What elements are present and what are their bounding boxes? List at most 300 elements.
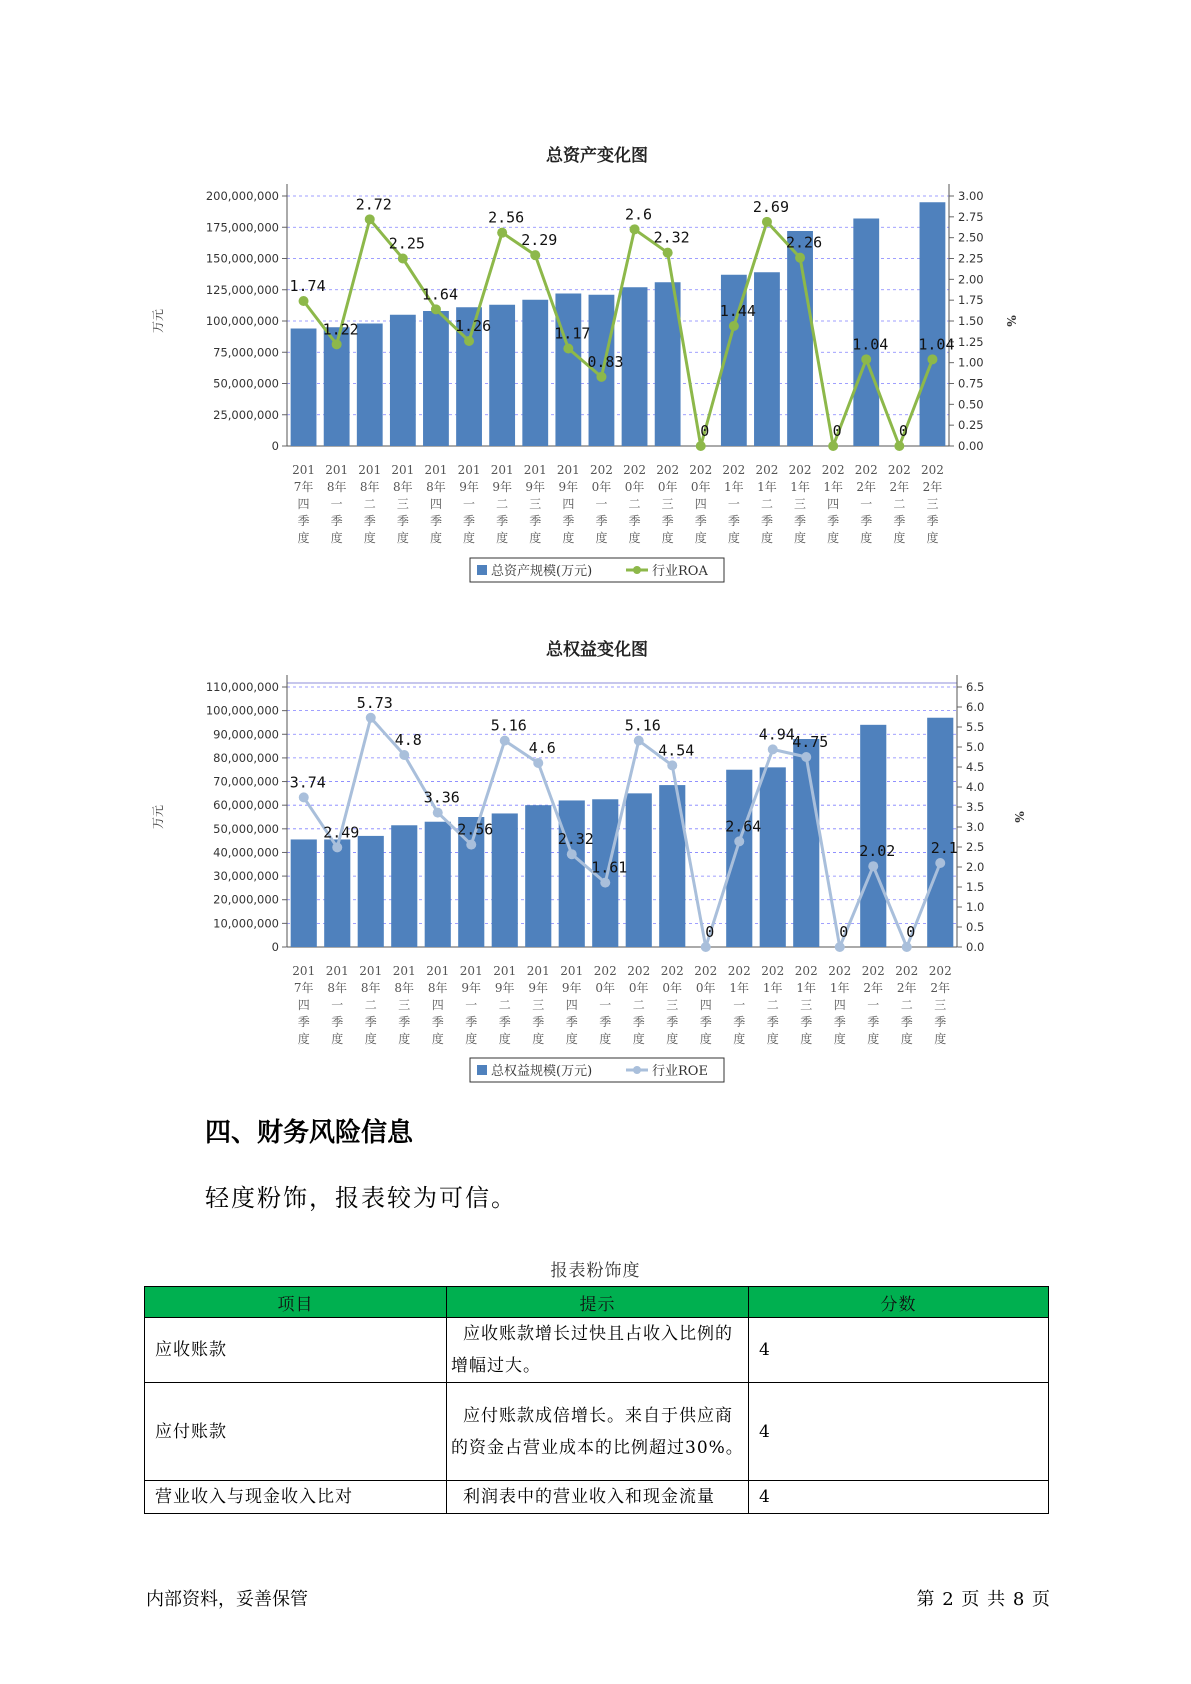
line-point bbox=[299, 792, 309, 802]
x-tick-label: 9年 bbox=[492, 480, 512, 494]
y-tick-label: 0 bbox=[271, 940, 279, 954]
x-tick-label: 度 bbox=[900, 1032, 913, 1046]
data-label: 1.74 bbox=[289, 277, 326, 295]
line-point bbox=[596, 372, 606, 382]
legend-line-marker bbox=[633, 1066, 641, 1074]
line-point bbox=[894, 441, 904, 451]
total-assets-chart-svg bbox=[0, 125, 1191, 595]
x-tick-label: 三 bbox=[532, 998, 545, 1012]
line-point bbox=[734, 836, 744, 846]
y2-tick-label: 3.00 bbox=[958, 189, 984, 203]
x-tick-label: 0年 bbox=[628, 981, 649, 995]
x-tick-label: 三 bbox=[800, 998, 813, 1012]
data-label: 1.04 bbox=[918, 335, 955, 354]
x-tick-label: 202 bbox=[623, 463, 647, 477]
x-tick-label: 季 bbox=[396, 514, 409, 528]
y2-tick-label: 1.25 bbox=[958, 334, 984, 349]
x-tick-label: 度 bbox=[827, 531, 840, 545]
x-tick-label: 季 bbox=[595, 514, 608, 528]
bar bbox=[391, 825, 417, 947]
y2-tick-label: 5.5 bbox=[966, 720, 985, 734]
x-tick-label: 度 bbox=[396, 531, 409, 545]
x-tick-label: 二 bbox=[766, 998, 779, 1012]
x-tick-label: 季 bbox=[599, 1015, 612, 1029]
x-tick-label: 季 bbox=[760, 514, 773, 528]
line-point bbox=[398, 254, 408, 264]
x-tick-label: 度 bbox=[699, 1032, 712, 1046]
x-tick-label: 201 bbox=[457, 463, 481, 477]
x-tick-label: 季 bbox=[926, 514, 939, 528]
x-tick-label: 度 bbox=[562, 531, 575, 545]
bar bbox=[853, 219, 879, 447]
x-tick-label: 1年 bbox=[762, 981, 783, 995]
bar bbox=[626, 793, 652, 947]
data-label: 1.44 bbox=[719, 302, 756, 320]
x-tick-label: 8年 bbox=[327, 981, 348, 995]
x-tick-label: 202 bbox=[788, 463, 812, 477]
x-tick-label: 度 bbox=[727, 531, 740, 545]
table-caption: 报表粉饰度 bbox=[550, 1261, 641, 1281]
x-tick-label: 季 bbox=[429, 514, 442, 528]
x-tick-label: 1年 bbox=[729, 981, 750, 995]
x-tick-label: 季 bbox=[632, 1015, 645, 1029]
line-point bbox=[332, 842, 342, 852]
line-point bbox=[563, 344, 573, 354]
x-tick-label: 202 bbox=[755, 463, 779, 477]
x-tick-label: 度 bbox=[565, 1032, 578, 1046]
x-tick-label: 季 bbox=[331, 1015, 344, 1029]
data-label: 4.75 bbox=[792, 733, 829, 751]
x-tick-label: 7年 bbox=[293, 981, 314, 995]
y-tick-label: 110,000,000 bbox=[205, 680, 279, 694]
x-tick-label: 季 bbox=[661, 514, 674, 528]
x-tick-label: 度 bbox=[926, 531, 939, 545]
line-point bbox=[868, 861, 878, 871]
x-tick-label: 1年 bbox=[757, 480, 777, 494]
line-point bbox=[861, 354, 871, 364]
x-tick-label: 二 bbox=[632, 998, 645, 1012]
row-score: 4 bbox=[749, 1318, 1049, 1383]
x-tick-label: 9年 bbox=[561, 981, 582, 995]
x-tick-label: 度 bbox=[465, 1032, 478, 1046]
x-tick-label: 2年 bbox=[856, 480, 877, 494]
y2-tick-label: 2.5 bbox=[966, 840, 985, 854]
x-tick-label: 一 bbox=[331, 998, 344, 1012]
data-label: 0 bbox=[705, 923, 715, 941]
data-label: 2.1 bbox=[930, 839, 958, 857]
x-tick-label: 9年 bbox=[528, 981, 549, 995]
x-tick-label: 度 bbox=[800, 1032, 813, 1046]
x-tick-label: 9年 bbox=[525, 480, 546, 494]
line-point bbox=[433, 808, 443, 818]
bar bbox=[358, 836, 384, 947]
data-label: 2.6 bbox=[625, 205, 653, 224]
data-label: 2.25 bbox=[388, 234, 425, 253]
x-tick-label: 三 bbox=[934, 998, 947, 1012]
data-label: 2.64 bbox=[725, 817, 762, 836]
total-equity-chart bbox=[0, 625, 1191, 1095]
y2-tick-label: 6.0 bbox=[966, 700, 985, 714]
y2-tick-label: 2.00 bbox=[958, 272, 984, 287]
x-tick-label: 201 bbox=[424, 463, 448, 477]
row-hint: 应收账款增长过快且占收入比例的增幅过大。 bbox=[447, 1318, 749, 1383]
line-point bbox=[762, 217, 772, 227]
x-tick-label: 0年 bbox=[591, 480, 612, 494]
y-tick-label: 125,000,000 bbox=[205, 282, 279, 297]
x-tick-label: 四 bbox=[429, 497, 442, 511]
y2-tick-label: 0.00 bbox=[958, 439, 984, 453]
x-tick-label: 202 bbox=[722, 463, 746, 477]
line-point bbox=[600, 878, 610, 888]
x-tick-label: 一 bbox=[465, 998, 478, 1012]
x-tick-label: 201 bbox=[556, 463, 580, 477]
line-point bbox=[768, 744, 778, 754]
x-tick-label: 季 bbox=[431, 1015, 444, 1029]
line-point bbox=[630, 224, 640, 234]
x-tick-label: 度 bbox=[934, 1032, 947, 1046]
bar bbox=[390, 315, 416, 446]
section-summary: 轻度粉饰，报表较为可信。 bbox=[205, 1184, 517, 1212]
x-tick-label: 8年 bbox=[427, 981, 448, 995]
row-score: 4 bbox=[749, 1481, 1049, 1514]
row-item: 营业收入与现金收入比对 bbox=[145, 1481, 447, 1514]
x-tick-label: 度 bbox=[498, 1032, 511, 1046]
x-tick-label: 季 bbox=[565, 1015, 578, 1029]
x-tick-label: 二 bbox=[364, 998, 377, 1012]
y-tick-label: 80,000,000 bbox=[213, 750, 279, 765]
line-point bbox=[634, 736, 644, 746]
x-tick-label: 度 bbox=[666, 1032, 679, 1046]
x-tick-label: 四 bbox=[562, 497, 575, 511]
row-hint: 利润表中的营业收入和现金流量 bbox=[447, 1481, 749, 1514]
x-tick-label: 202 bbox=[854, 463, 878, 477]
data-label: 1.26 bbox=[454, 317, 492, 335]
y2-axis-unit-label: % bbox=[1012, 811, 1026, 823]
y-tick-label: 200,000,000 bbox=[205, 189, 279, 203]
y2-tick-label: 1.50 bbox=[958, 314, 984, 328]
footer-confidential-note: 内部资料，妥善保管 bbox=[146, 1589, 308, 1610]
x-tick-label: 度 bbox=[331, 1032, 344, 1046]
x-tick-label: 201 bbox=[526, 964, 550, 978]
y2-tick-label: 5.0 bbox=[966, 740, 985, 754]
x-tick-label: 季 bbox=[297, 1015, 310, 1029]
line-point bbox=[801, 752, 811, 762]
x-tick-label: 0年 bbox=[662, 981, 683, 995]
x-tick-label: 202 bbox=[794, 964, 818, 978]
x-tick-label: 季 bbox=[562, 514, 575, 528]
x-tick-label: 8年 bbox=[426, 480, 446, 494]
x-tick-label: 一 bbox=[867, 998, 880, 1012]
x-tick-label: 1年 bbox=[724, 480, 744, 494]
y-tick-label: 90,000,000 bbox=[213, 727, 279, 742]
line-point bbox=[795, 253, 805, 263]
y-tick-label: 10,000,000 bbox=[213, 916, 279, 931]
x-tick-label: 三 bbox=[396, 497, 409, 511]
x-tick-label: 一 bbox=[599, 998, 612, 1012]
x-tick-label: 季 bbox=[465, 1015, 478, 1029]
legend-bar-swatch bbox=[477, 565, 487, 575]
table-header-row bbox=[145, 1287, 1049, 1318]
y2-tick-label: 2.50 bbox=[958, 230, 984, 245]
line-point bbox=[530, 250, 540, 260]
data-label: 1.04 bbox=[852, 335, 889, 354]
x-tick-label: 度 bbox=[363, 531, 376, 545]
total-equity-chart-svg bbox=[0, 625, 1191, 1095]
x-tick-label: 季 bbox=[860, 514, 873, 528]
data-label: 1.61 bbox=[591, 858, 628, 877]
chart-title: 总权益变化图 bbox=[546, 640, 648, 660]
y-tick-label: 100,000,000 bbox=[205, 314, 279, 328]
x-tick-label: 二 bbox=[760, 497, 773, 511]
x-tick-label: 度 bbox=[694, 531, 707, 545]
line-point bbox=[365, 214, 375, 224]
y2-tick-label: 0.75 bbox=[958, 376, 984, 391]
x-tick-label: 202 bbox=[828, 964, 852, 978]
x-tick-label: 7年 bbox=[293, 480, 314, 494]
x-tick-label: 度 bbox=[297, 1032, 310, 1046]
y2-tick-label: 0.25 bbox=[958, 418, 984, 433]
x-tick-label: 度 bbox=[893, 531, 906, 545]
x-tick-label: 季 bbox=[398, 1015, 411, 1029]
x-tick-label: 度 bbox=[860, 531, 873, 545]
x-tick-label: 201 bbox=[359, 964, 383, 978]
column-header-item: 项目 bbox=[145, 1287, 447, 1318]
x-tick-label: 四 bbox=[297, 497, 310, 511]
data-label: 2.32 bbox=[557, 830, 594, 849]
x-tick-label: 度 bbox=[867, 1032, 880, 1046]
x-tick-label: 季 bbox=[934, 1015, 947, 1029]
x-tick-label: 1年 bbox=[823, 480, 843, 494]
x-tick-label: 一 bbox=[595, 497, 608, 511]
y2-tick-label: 0.0 bbox=[966, 940, 985, 954]
bar bbox=[927, 718, 953, 947]
x-tick-label: 季 bbox=[498, 1015, 511, 1029]
x-tick-label: 二 bbox=[498, 998, 511, 1012]
y2-tick-label: 1.00 bbox=[958, 355, 984, 370]
data-label: 2.56 bbox=[488, 208, 525, 227]
bar bbox=[425, 822, 451, 947]
data-label: 5.73 bbox=[356, 693, 393, 712]
x-tick-label: 度 bbox=[330, 531, 343, 545]
bar bbox=[754, 272, 780, 446]
x-tick-label: 度 bbox=[760, 531, 773, 545]
line-point bbox=[399, 750, 409, 760]
x-tick-label: 度 bbox=[529, 531, 542, 545]
x-tick-label: 度 bbox=[661, 531, 674, 545]
x-tick-label: 度 bbox=[297, 531, 310, 545]
bar bbox=[726, 770, 752, 947]
x-tick-label: 四 bbox=[565, 998, 578, 1012]
line-point bbox=[533, 758, 543, 768]
x-tick-label: 9年 bbox=[461, 981, 482, 995]
data-label: 0.83 bbox=[587, 352, 624, 371]
y2-tick-label: 1.0 bbox=[966, 900, 985, 914]
x-tick-label: 季 bbox=[827, 514, 840, 528]
y-tick-label: 70,000,000 bbox=[213, 774, 279, 789]
x-tick-label: 201 bbox=[392, 964, 416, 978]
x-tick-label: 季 bbox=[699, 1015, 712, 1029]
x-tick-label: 度 bbox=[599, 1032, 612, 1046]
x-tick-label: 8年 bbox=[360, 981, 381, 995]
x-tick-label: 季 bbox=[532, 1015, 545, 1029]
data-label: 2.72 bbox=[355, 195, 392, 214]
x-tick-label: 二 bbox=[363, 497, 376, 511]
x-tick-label: 三 bbox=[661, 497, 674, 511]
x-tick-label: 0年 bbox=[624, 480, 645, 494]
x-tick-label: 201 bbox=[490, 463, 514, 477]
legend-line-marker bbox=[633, 566, 641, 574]
y2-tick-label: 4.5 bbox=[966, 760, 985, 774]
x-tick-label: 202 bbox=[727, 964, 751, 978]
x-tick-label: 度 bbox=[398, 1032, 411, 1046]
x-tick-label: 二 bbox=[628, 497, 641, 511]
x-tick-label: 一 bbox=[463, 497, 476, 511]
row-hint: 应付账款成倍增长。来自于供应商的资金占营业成本的比例超过30%。 bbox=[447, 1383, 749, 1481]
bar bbox=[522, 300, 548, 446]
x-tick-label: 季 bbox=[900, 1015, 913, 1029]
line-point bbox=[667, 760, 677, 770]
x-tick-label: 四 bbox=[833, 998, 846, 1012]
footer-page-number: 第 2 页 共 8 页 bbox=[916, 1589, 1051, 1610]
line-point bbox=[701, 942, 711, 952]
x-tick-label: 201 bbox=[560, 964, 584, 978]
x-tick-label: 202 bbox=[861, 964, 885, 978]
y2-axis-unit-label: % bbox=[1004, 315, 1018, 327]
x-tick-label: 201 bbox=[358, 463, 382, 477]
x-tick-label: 9年 bbox=[558, 480, 579, 494]
x-tick-label: 季 bbox=[694, 514, 707, 528]
x-tick-label: 202 bbox=[589, 463, 613, 477]
x-tick-label: 202 bbox=[887, 463, 911, 477]
line-point bbox=[500, 736, 510, 746]
x-tick-label: 度 bbox=[794, 531, 807, 545]
x-tick-label: 季 bbox=[628, 514, 641, 528]
line-point bbox=[567, 849, 577, 859]
y2-tick-label: 1.75 bbox=[958, 293, 984, 308]
line-point bbox=[729, 321, 739, 331]
data-label: 4.54 bbox=[658, 741, 695, 760]
x-tick-label: 度 bbox=[766, 1032, 779, 1046]
x-tick-label: 三 bbox=[666, 998, 679, 1012]
x-tick-label: 1年 bbox=[829, 981, 850, 995]
x-tick-label: 0年 bbox=[595, 981, 616, 995]
total-assets-chart bbox=[0, 125, 1191, 595]
data-label: 4.8 bbox=[394, 731, 422, 749]
data-label: 2.26 bbox=[785, 233, 823, 252]
line-point bbox=[464, 336, 474, 346]
y-tick-label: 20,000,000 bbox=[213, 892, 279, 907]
data-label: 0 bbox=[700, 422, 710, 440]
y2-tick-label: 0.5 bbox=[966, 920, 985, 934]
data-label: 2.56 bbox=[457, 820, 494, 839]
x-tick-label: 度 bbox=[532, 1032, 545, 1046]
x-tick-label: 四 bbox=[694, 497, 707, 511]
x-tick-label: 季 bbox=[800, 1015, 813, 1029]
x-tick-label: 0年 bbox=[690, 480, 711, 494]
data-label: 0 bbox=[839, 923, 849, 941]
x-tick-label: 202 bbox=[656, 463, 680, 477]
x-tick-label: 201 bbox=[292, 463, 316, 477]
data-label: 2.69 bbox=[752, 197, 790, 216]
x-tick-label: 202 bbox=[660, 964, 684, 978]
bar bbox=[291, 839, 317, 947]
data-label: 1.22 bbox=[322, 320, 359, 339]
line-point bbox=[431, 304, 441, 314]
data-label: 2.02 bbox=[859, 842, 896, 861]
y2-tick-label: 3.0 bbox=[966, 820, 985, 834]
y-tick-label: 25,000,000 bbox=[213, 407, 279, 422]
line-point bbox=[497, 228, 507, 238]
x-tick-label: 202 bbox=[689, 463, 713, 477]
bar bbox=[492, 813, 518, 947]
x-tick-label: 度 bbox=[595, 531, 608, 545]
bar bbox=[559, 800, 585, 947]
x-tick-label: 2年 bbox=[896, 981, 917, 995]
x-tick-label: 201 bbox=[325, 463, 349, 477]
x-tick-label: 季 bbox=[867, 1015, 880, 1029]
table-row bbox=[145, 1383, 1049, 1481]
x-tick-label: 三 bbox=[529, 497, 542, 511]
x-tick-label: 三 bbox=[794, 497, 807, 511]
x-tick-label: 度 bbox=[463, 531, 476, 545]
line-point bbox=[466, 840, 476, 850]
line-point bbox=[332, 339, 342, 349]
x-tick-label: 2年 bbox=[863, 981, 884, 995]
legend-line-label: 行业ROA bbox=[652, 564, 708, 579]
table-row bbox=[145, 1481, 1049, 1514]
x-tick-label: 季 bbox=[330, 514, 343, 528]
x-tick-label: 季 bbox=[893, 514, 906, 528]
x-tick-label: 一 bbox=[860, 497, 873, 511]
x-tick-label: 季 bbox=[363, 514, 376, 528]
bar bbox=[793, 739, 819, 947]
bar bbox=[291, 329, 317, 447]
bar bbox=[555, 294, 581, 447]
data-label: 5.16 bbox=[490, 716, 527, 735]
y2-tick-label: 2.75 bbox=[958, 209, 984, 224]
y2-tick-label: 2.25 bbox=[958, 251, 984, 266]
x-tick-label: 8年 bbox=[394, 981, 415, 995]
x-tick-label: 二 bbox=[893, 497, 906, 511]
x-tick-label: 9年 bbox=[459, 480, 479, 494]
line-point bbox=[663, 248, 673, 258]
bar bbox=[920, 202, 946, 446]
x-tick-label: 度 bbox=[429, 531, 442, 545]
row-score: 4 bbox=[749, 1383, 1049, 1481]
y2-tick-label: 2.0 bbox=[966, 860, 985, 874]
bar bbox=[423, 311, 449, 446]
x-tick-label: 201 bbox=[292, 964, 316, 978]
x-tick-label: 一 bbox=[330, 497, 343, 511]
bar bbox=[760, 767, 786, 947]
y2-tick-label: 6.5 bbox=[966, 680, 985, 694]
data-label: 0 bbox=[906, 923, 916, 941]
x-tick-label: 202 bbox=[761, 964, 785, 978]
x-tick-label: 201 bbox=[493, 964, 517, 978]
line-point bbox=[902, 942, 912, 952]
y-tick-label: 150,000,000 bbox=[205, 251, 279, 266]
data-label: 1.17 bbox=[554, 324, 591, 343]
x-tick-label: 度 bbox=[431, 1032, 444, 1046]
x-tick-label: 8年 bbox=[326, 480, 347, 494]
x-tick-label: 季 bbox=[727, 514, 740, 528]
x-tick-label: 四 bbox=[297, 998, 310, 1012]
x-tick-label: 0年 bbox=[695, 981, 716, 995]
x-tick-label: 四 bbox=[431, 998, 444, 1012]
bar bbox=[357, 324, 383, 447]
x-tick-label: 8年 bbox=[393, 480, 413, 494]
line-point bbox=[828, 441, 838, 451]
